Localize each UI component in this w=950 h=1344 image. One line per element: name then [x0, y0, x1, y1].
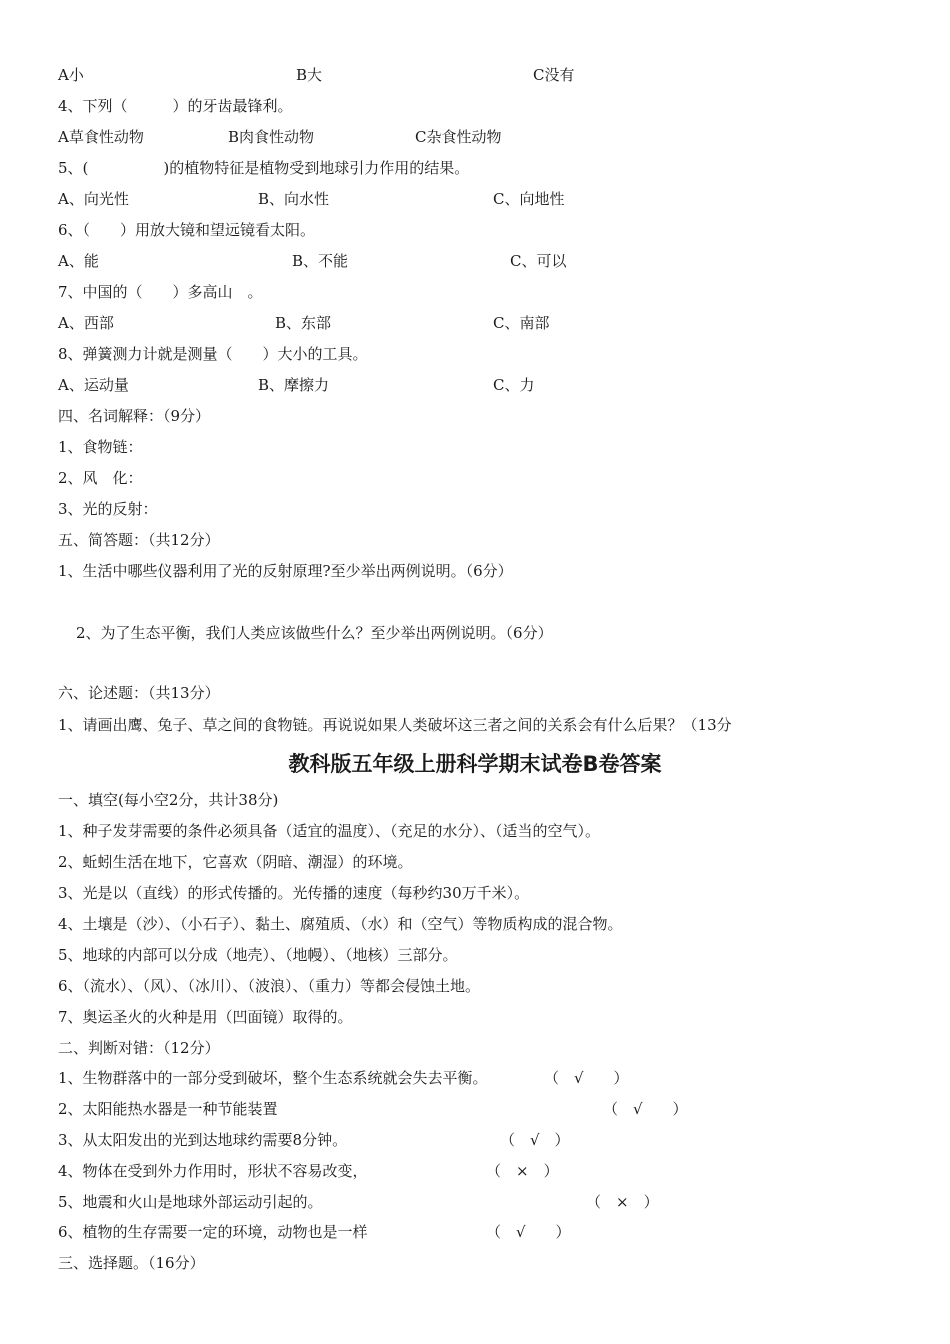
q7-option-c: C、南部: [493, 314, 550, 332]
q8-option-b: B、摩擦力: [258, 376, 330, 394]
q6-option-a: A、能: [58, 252, 99, 270]
answer-section-3-heading: 三、选择题。（16分）: [58, 1254, 205, 1272]
term-2: 2、风 化：: [58, 469, 143, 487]
fill-answer-7: 7、奥运圣火的火种是用（凹面镜）取得的。: [58, 1008, 353, 1026]
fill-answer-4: 4、土壤是（沙）、（小石子）、黏土、腐殖质、（水）和（空气）等物质构成的混合物。: [58, 915, 623, 933]
q7-option-a: A、西部: [58, 314, 114, 332]
q6-option-c: C、可以: [510, 252, 567, 270]
question-4: 4、下列（ ）的牙齿最锋利。: [58, 97, 293, 115]
term-1: 1、食物链：: [58, 438, 143, 456]
judge-answer-1: 1、生物群落中的一部分受到破坏，整个生态系统就会失去平衡。: [58, 1069, 488, 1087]
judge-mark-2: （ √ ）: [603, 1100, 688, 1118]
answer-key-title: 教科版五年级上册科学期末试卷B卷答案: [288, 752, 662, 776]
q6-option-b: B、不能: [292, 252, 349, 270]
q3-option-c: C没有: [533, 66, 575, 84]
judge-answer-3: 3、从太阳发出的光到达地球约需要8分钟。: [58, 1131, 348, 1149]
section-6-heading: 六、论述题：（共13分）: [58, 684, 220, 702]
q8-option-a: A、运动量: [58, 376, 129, 394]
judge-answer-4: 4、物体在受到外力作用时，形状不容易改变，: [58, 1162, 368, 1180]
judge-mark-3: （ √ ）: [500, 1131, 570, 1149]
question-5: 5、( )的植物特征是植物受到地球引力作用的结果。: [58, 159, 470, 177]
judge-answer-5: 5、地震和火山是地球外部运动引起的。: [58, 1193, 323, 1211]
answer-section-1-heading: 一、填空(每小空2分，共计38分): [58, 791, 279, 809]
essay-question-1: 1、请画出鹰、兔子、草之间的食物链。再说说如果人类破坏这三者之间的关系会有什么后果？（13分: [58, 716, 732, 734]
q5-option-c: C、向地性: [493, 190, 565, 208]
judge-mark-6: （ √ ）: [486, 1223, 571, 1241]
fill-answer-6: 6、（流水）、（风）、（冰川）、（波浪）、（重力）等都会侵蚀土地。: [58, 977, 481, 995]
short-answer-1: 1、生活中哪些仪器利用了光的反射原理?至少举出两例说明。（6分）: [58, 562, 513, 580]
answer-section-2-heading: 二、判断对错：（12分）: [58, 1039, 220, 1057]
q4-option-c: C杂食性动物: [415, 128, 502, 146]
judge-answer-6: 6、植物的生存需要一定的环境，动物也是一样: [58, 1223, 368, 1241]
judge-mark-5: （ × ）: [586, 1193, 659, 1211]
section-5-heading: 五、简答题：（共12分）: [58, 531, 220, 549]
q4-option-b: B肉食性动物: [228, 128, 315, 146]
fill-answer-2: 2、蚯蚓生活在地下，它喜欢（阴暗、潮湿）的环境。: [58, 853, 413, 871]
judge-mark-1: （ √ ）: [544, 1069, 629, 1087]
section-4-heading: 四、名词解释：（9分）: [58, 407, 211, 425]
judge-mark-4: （ × ）: [486, 1162, 559, 1180]
question-7: 7、中国的（ ）多高山 。: [58, 283, 263, 301]
judge-answer-2: 2、太阳能热水器是一种节能装置: [58, 1100, 278, 1118]
q5-option-b: B、向水性: [258, 190, 330, 208]
question-8: 8、弹簧测力计就是测量（ ）大小的工具。: [58, 345, 368, 363]
short-answer-2: 2、为了生态平衡，我们人类应该做些什么？至少举出两例说明。（6分）: [76, 624, 553, 642]
q4-option-a: A草食性动物: [58, 128, 144, 146]
fill-answer-1: 1、种子发芽需要的条件必须具备（适宜的温度）、（充足的水分）、（适当的空气）。: [58, 822, 601, 840]
q8-option-c: C、力: [493, 376, 535, 394]
fill-answer-5: 5、地球的内部可以分成（地壳）、（地幔）、（地核）三部分。: [58, 946, 458, 964]
q7-option-b: B、东部: [275, 314, 332, 332]
q3-option-a: A小: [58, 66, 84, 84]
fill-answer-3: 3、光是以（直线）的形式传播的。光传播的速度（每秒约30万千米）。: [58, 884, 530, 902]
question-6: 6、（ ）用放大镜和望远镜看太阳。: [58, 221, 316, 239]
q5-option-a: A、向光性: [58, 190, 129, 208]
q3-option-b: B大: [296, 66, 323, 84]
term-3: 3、光的反射：: [58, 500, 158, 518]
